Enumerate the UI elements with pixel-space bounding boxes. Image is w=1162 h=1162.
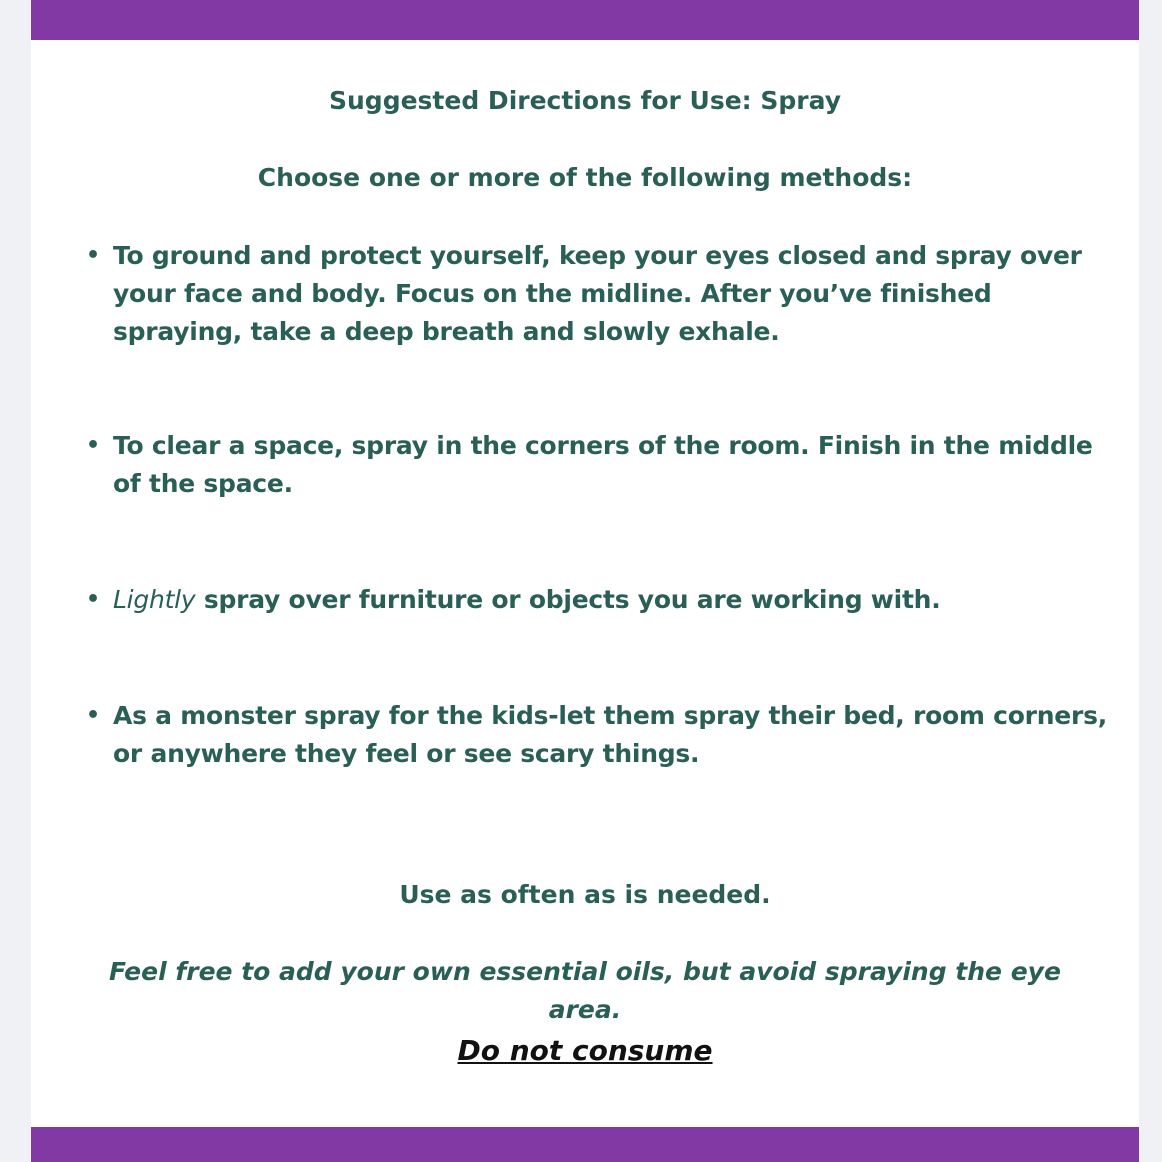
top-accent-bar bbox=[31, 0, 1139, 40]
method-item-monster-spray bbox=[86, 697, 1113, 773]
method-text: As a monster spray for the kids-let them spray their bed, room corners, or anywhere they feel or see scary things. bbox=[113, 701, 1107, 768]
consumption-warning: Do not consume bbox=[457, 1034, 713, 1067]
bullet-icon: • bbox=[86, 243, 100, 268]
method-text: To ground and protect yourself, keep your eyes closed and spray over your face and body. Focus on the midline. After you’ve finished spraying, take a deep breath and slowly exhale. bbox=[113, 241, 1082, 346]
directions-card bbox=[31, 0, 1139, 1162]
method-text: spray over furniture or objects you are working with. bbox=[195, 585, 941, 614]
method-item-clear-space bbox=[86, 427, 1113, 503]
method-text: To clear a space, spray in the corners of the room. Finish in the middle of the space. bbox=[113, 431, 1093, 498]
method-item-ground bbox=[86, 237, 1113, 351]
bullet-icon: • bbox=[86, 433, 100, 458]
instructions-intro: Choose one or more of the following methods: bbox=[257, 163, 913, 192]
bottom-accent-bar bbox=[31, 1127, 1139, 1162]
method-emphasis: Lightly bbox=[113, 585, 196, 614]
method-item-furniture bbox=[86, 581, 1113, 619]
usage-frequency: Use as often as is needed. bbox=[399, 880, 771, 909]
bullet-icon: • bbox=[86, 703, 100, 728]
caution-note: Feel free to add your own essential oils, but avoid spraying the eye area. bbox=[109, 957, 1061, 1024]
page-title: Suggested Directions for Use: Spray bbox=[329, 86, 841, 115]
bullet-icon: • bbox=[86, 587, 100, 612]
